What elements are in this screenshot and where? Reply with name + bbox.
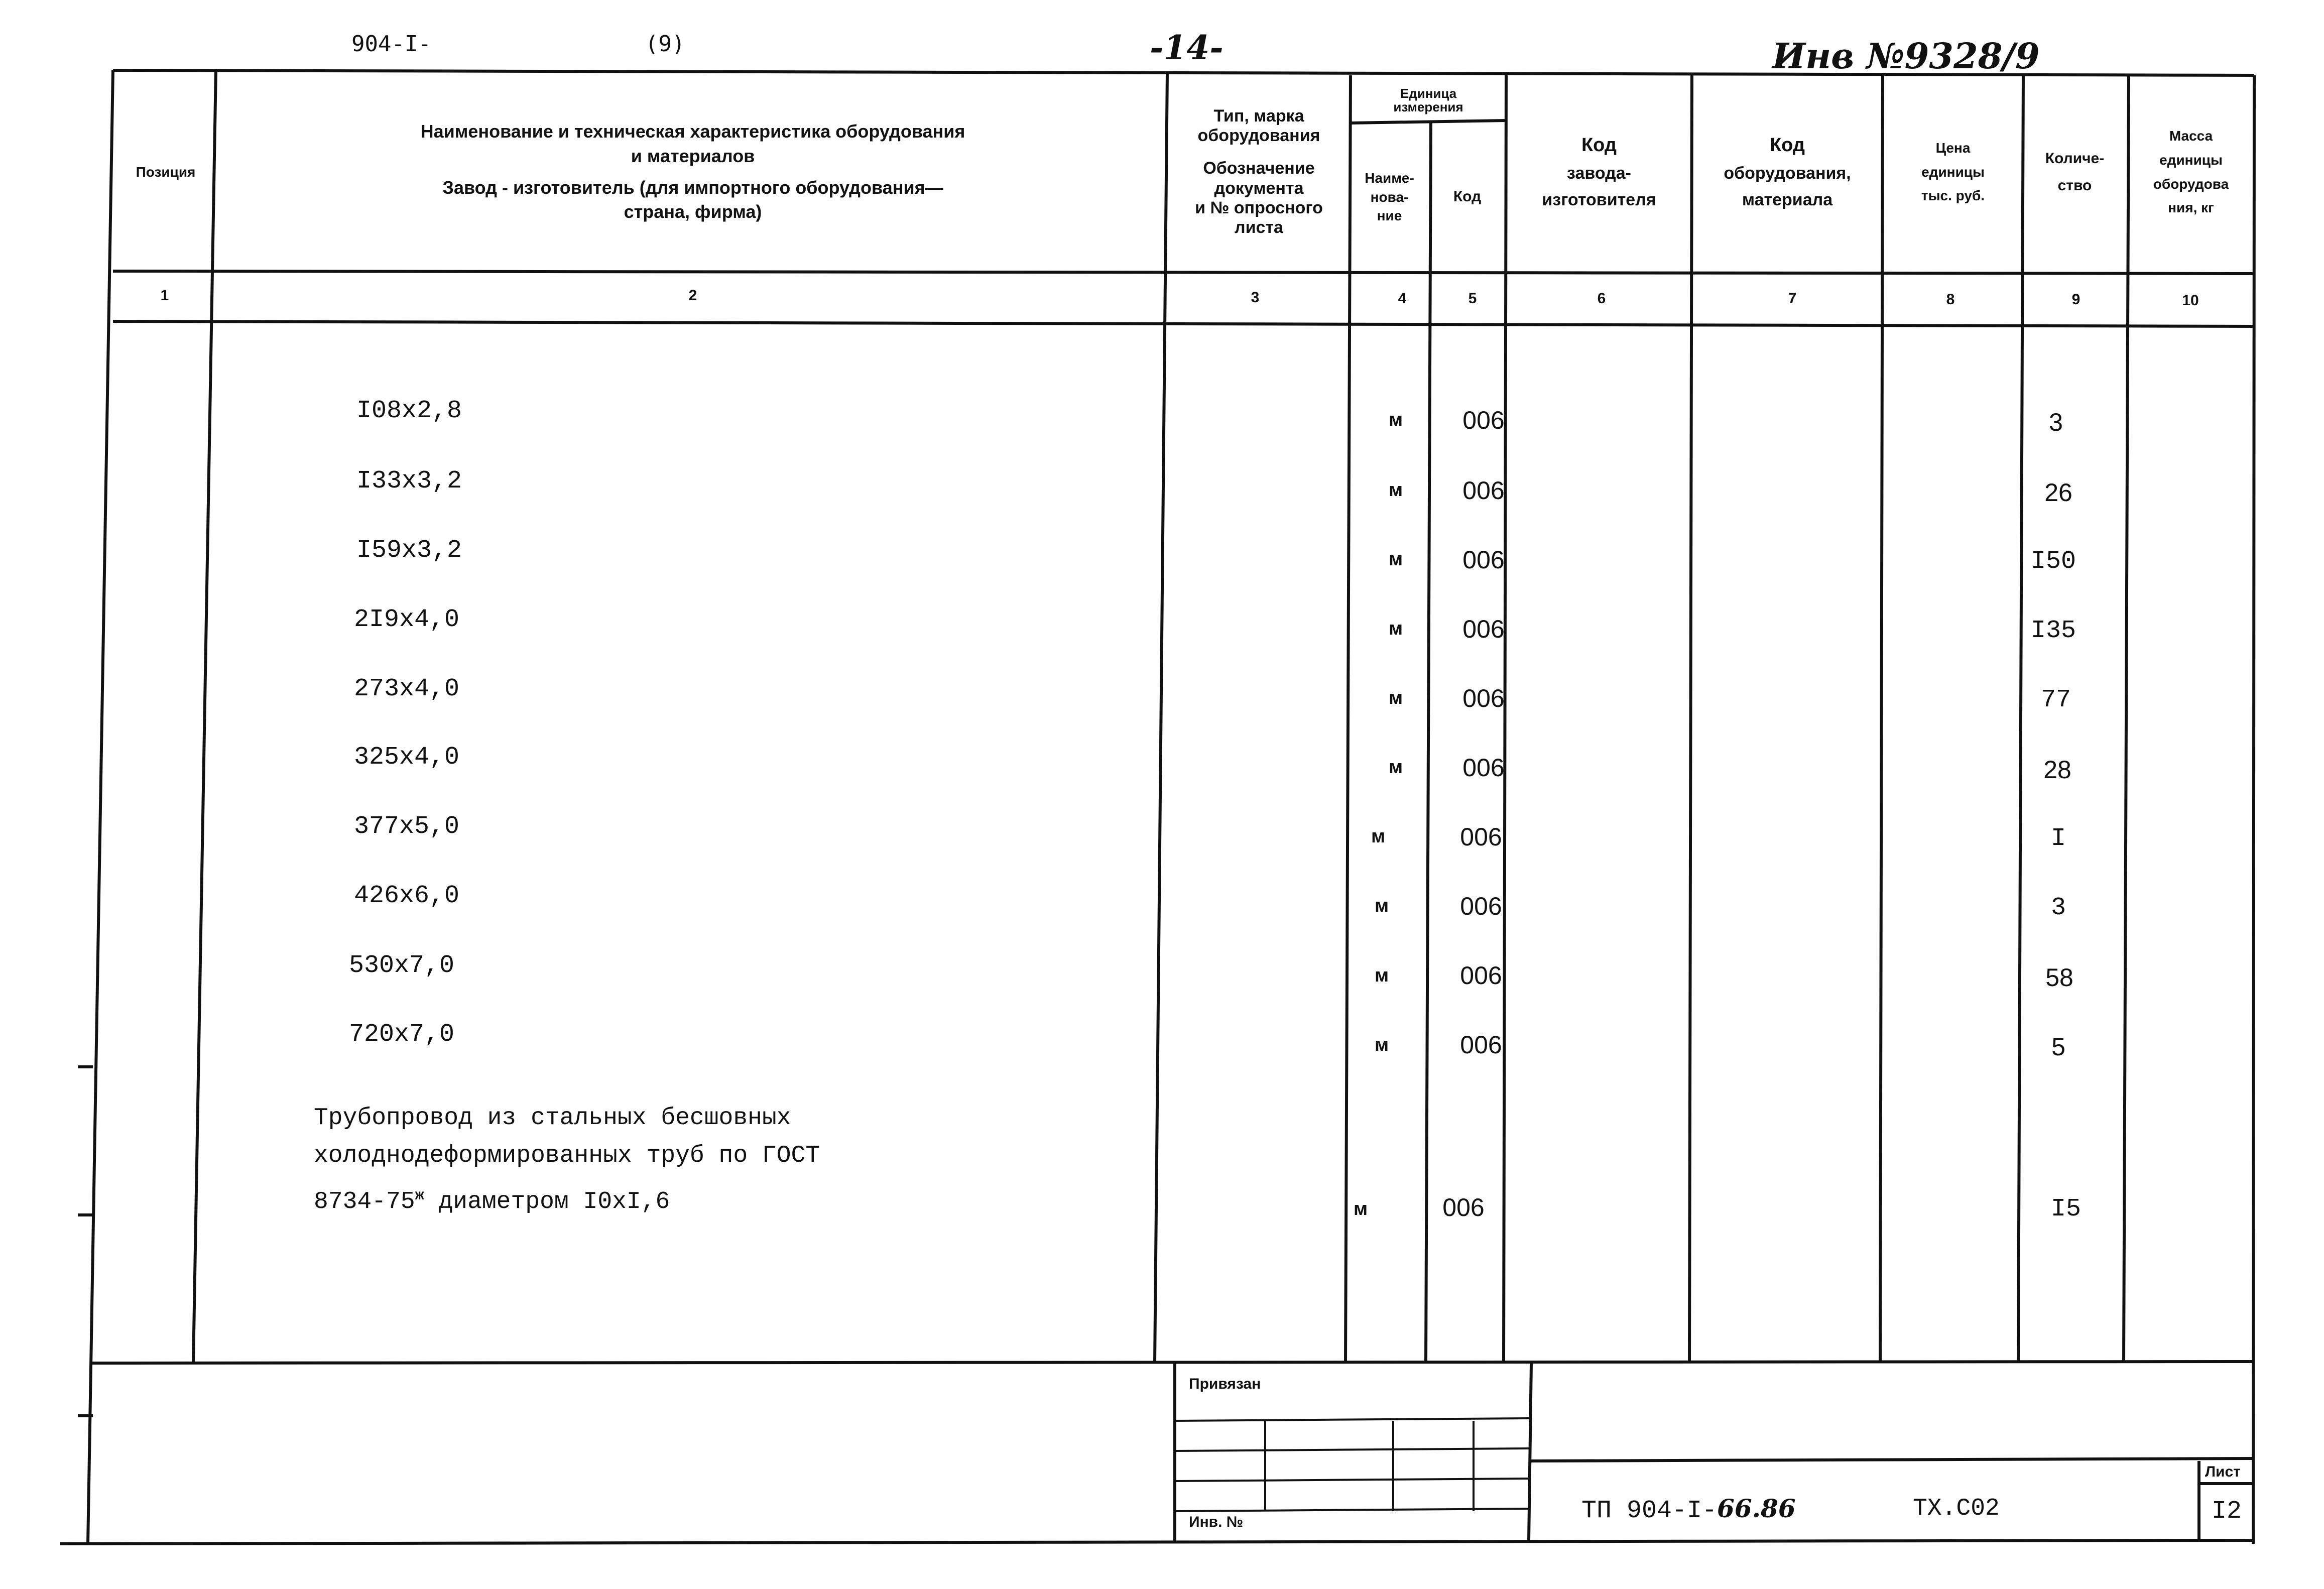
column-number-6: 6: [1597, 290, 1606, 307]
column-number-2: 2: [688, 287, 697, 304]
pipeline-line-1: Трубопровод из стальных бесшовных: [314, 1105, 791, 1132]
pipeline-standard: 8734-75: [314, 1188, 415, 1215]
stamp-linked-label: Привязан: [1189, 1376, 1261, 1392]
header-equipment-code-line-2: оборудования,: [1724, 164, 1851, 183]
row-10-code: 006: [1460, 1031, 1502, 1059]
header-unit-group: [1353, 80, 1504, 120]
row-8-code: 006: [1460, 892, 1502, 920]
header-equipment-code: [1694, 75, 1880, 269]
row-4-unit: м: [1388, 618, 1403, 639]
header-unit-group-line-1: Единица: [1400, 85, 1457, 101]
header-name-line-3: Завод - изготовитель (для импортного оборудования—: [442, 177, 943, 198]
header-name: [221, 75, 1165, 269]
header-maker-code-line-1: Код: [1581, 135, 1617, 156]
pipeline-diameter: диаметром I0xI,6: [424, 1188, 670, 1215]
header-name-line-1: Наименование и техническая характеристика оборудования: [420, 121, 965, 142]
row-10-unit: м: [1374, 1034, 1389, 1055]
row-3-unit: м: [1388, 549, 1403, 570]
header-quantity-line-2: ство: [2057, 177, 2092, 194]
pipeline-line-3: [314, 1187, 670, 1215]
pipeline-unit: м: [1353, 1198, 1368, 1219]
row-3-code: 006: [1462, 546, 1505, 574]
header-position: Позиция: [136, 164, 196, 180]
row-2-unit: м: [1388, 479, 1403, 501]
header-type-line-4: документа: [1214, 178, 1304, 198]
page-number: -14-: [1150, 28, 1224, 67]
document-code-number: 66.86: [1717, 1494, 1796, 1523]
column-number-4: 4: [1398, 290, 1407, 307]
row-6-unit: м: [1388, 757, 1403, 778]
row-9-name: 530x7,0: [349, 951, 455, 980]
column-number-9: 9: [2071, 291, 2081, 308]
row-5-name: 273x4,0: [354, 675, 460, 703]
row-6-qty: 28: [2043, 756, 2071, 784]
header-unit-name: [1353, 126, 1426, 269]
document-code: [1581, 1494, 1796, 1525]
row-9-code: 006: [1460, 961, 1502, 990]
row-10-name: 720x7,0: [349, 1020, 455, 1049]
row-8-unit: м: [1374, 895, 1389, 916]
header-equipment-code-line-1: Код: [1769, 135, 1805, 156]
header-price-line-2: единицы: [1921, 164, 1985, 180]
header-type: [1170, 75, 1348, 269]
header-type-line-1: Тип, марка: [1213, 106, 1304, 126]
header-unit-name-line-3: ние: [1377, 208, 1402, 224]
header-unit-name-line-1: Наиме-: [1365, 170, 1414, 186]
row-1-name: I08x2,8: [356, 397, 462, 425]
header-maker-code-line-3: изготовителя: [1542, 190, 1656, 209]
header-quantity: [2026, 75, 2124, 269]
pipeline-qty: I5: [2050, 1195, 2081, 1224]
row-3-qty: I50: [2030, 547, 2076, 576]
column-number-5: 5: [1468, 290, 1477, 307]
row-4-name: 2I9x4,0: [354, 605, 460, 634]
row-1-code: 006: [1462, 406, 1505, 434]
series-number: 904-I-: [351, 31, 431, 57]
header-price: [1885, 75, 2021, 269]
column-number-8: 8: [1946, 291, 1955, 308]
pipeline-standard-mark: ж: [415, 1187, 424, 1204]
header-maker-code: [1509, 75, 1689, 269]
header-mass-line-3: оборудова: [2153, 176, 2229, 192]
header-mass-line-2: единицы: [2159, 152, 2223, 168]
header-unit-code: Код: [1453, 188, 1482, 205]
row-8-qty: 3: [2050, 894, 2066, 922]
column-number-1: 1: [160, 287, 169, 304]
header-type-line-2: оборудования: [1197, 126, 1320, 146]
column-number-7: 7: [1788, 290, 1797, 307]
row-2-name: I33x3,2: [356, 467, 462, 496]
header-mass-line-4: ния, кг: [2168, 200, 2214, 216]
row-1-qty: 3: [2049, 408, 2063, 436]
row-2-qty: 26: [2044, 478, 2072, 507]
column-number-10: 10: [2182, 292, 2199, 309]
header-type-line-5: и № опросного: [1195, 198, 1323, 217]
row-7-code: 006: [1460, 823, 1502, 851]
header-name-line-4: страна, фирма): [624, 201, 762, 222]
row-5-qty: 77: [2040, 686, 2071, 714]
header-equipment-code-line-3: материала: [1742, 190, 1833, 209]
stamp-inventory-label: Инв. №: [1189, 1514, 1244, 1530]
row-9-unit: м: [1374, 965, 1389, 986]
header-mass-line-1: Масса: [2169, 128, 2213, 144]
row-7-qty: I: [2050, 824, 2066, 853]
header-unit-group-line-2: измерения: [1393, 99, 1463, 114]
header-price-line-3: тыс. руб.: [1921, 188, 1985, 204]
row-2-code: 006: [1462, 476, 1505, 505]
document-code-prefix: ТП 904-I-: [1581, 1497, 1718, 1525]
sheet-number: I2: [2212, 1497, 2242, 1526]
header-type-line-3: Обозначение: [1203, 159, 1315, 178]
pipeline-line-2: холоднодеформированных труб по ГОСТ: [314, 1142, 820, 1169]
column-number-3: 3: [1251, 289, 1260, 306]
row-8-name: 426x6,0: [354, 882, 460, 910]
row-4-qty: I35: [2030, 617, 2076, 645]
header-maker-code-line-2: завода-: [1567, 164, 1631, 183]
header-quantity-line-1: Количе-: [2045, 150, 2105, 167]
header-unit-name-line-2: нова-: [1370, 189, 1409, 205]
row-9-qty: 58: [2045, 963, 2073, 992]
row-6-code: 006: [1462, 754, 1505, 782]
row-5-code: 006: [1462, 684, 1505, 712]
sheet-label: Лист: [2205, 1463, 2241, 1480]
row-3-name: I59x3,2: [356, 536, 462, 565]
document-sheet-code: ТХ.С02: [1913, 1495, 2000, 1522]
header-type-line-6: листа: [1235, 217, 1283, 237]
pipeline-code: 006: [1442, 1193, 1485, 1221]
header-price-line-1: Цена: [1935, 140, 1971, 156]
row-5-unit: м: [1388, 687, 1403, 708]
header-mass: [2130, 75, 2252, 269]
album-part: (9): [645, 31, 685, 57]
row-7-name: 377x5,0: [354, 812, 460, 841]
header-name-line-2: и материалов: [631, 145, 755, 166]
row-1-unit: м: [1388, 409, 1403, 430]
row-6-name: 325x4,0: [354, 743, 460, 772]
row-10-qty: 5: [2051, 1033, 2065, 1061]
row-4-code: 006: [1462, 615, 1505, 643]
row-7-unit: м: [1371, 826, 1386, 847]
inventory-number: Инв №9328/9: [1772, 35, 2040, 77]
